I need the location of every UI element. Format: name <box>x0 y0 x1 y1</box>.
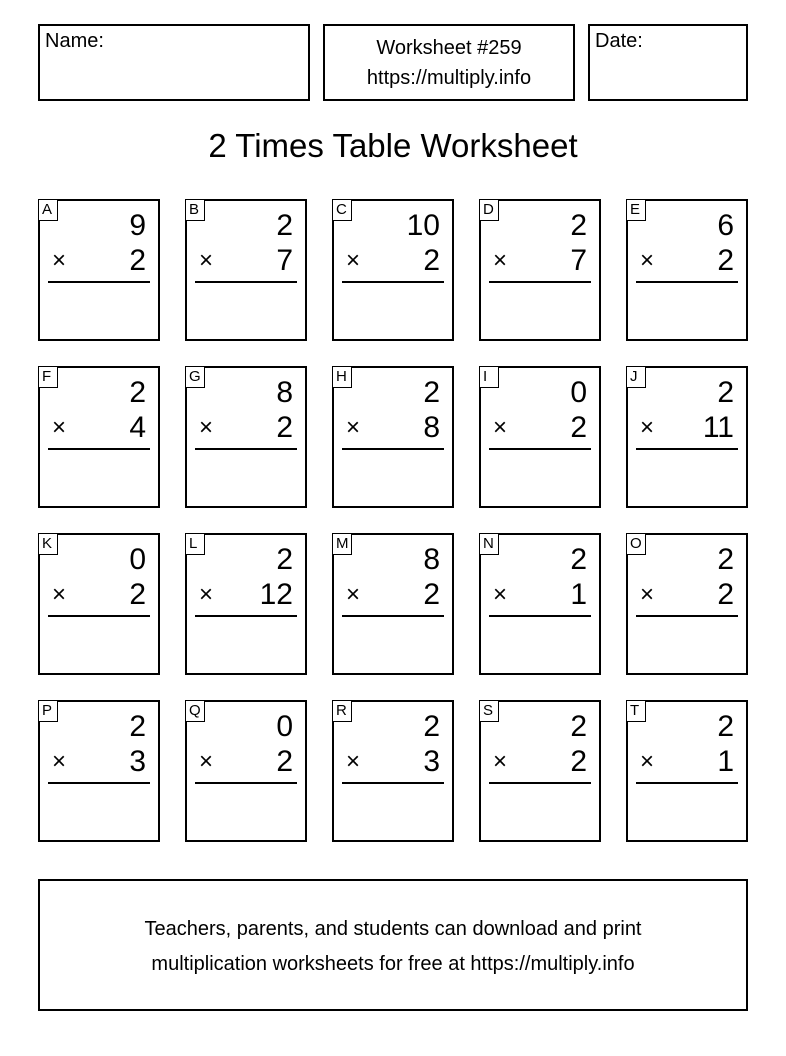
problem-top-number: 8 <box>276 376 293 409</box>
answer-line <box>636 615 738 617</box>
times-icon: × <box>199 748 214 775</box>
footer-line-2: multiplication worksheets for free at https://multiply.info <box>151 953 635 975</box>
times-icon: × <box>493 581 508 608</box>
problem-top-number: 2 <box>276 209 293 242</box>
times-icon: × <box>52 247 67 274</box>
problem-top-number: 2 <box>570 543 587 576</box>
times-icon: × <box>199 581 214 608</box>
answer-line <box>489 448 591 450</box>
page-title: 2 Times Table Worksheet <box>208 127 578 164</box>
times-icon: × <box>493 748 508 775</box>
problem-card[interactable] <box>185 199 307 341</box>
problem-card[interactable] <box>332 199 454 341</box>
problem-bottom-number: 2 <box>423 244 440 277</box>
problem-bottom-number: 8 <box>423 411 440 444</box>
times-icon: × <box>346 414 361 441</box>
answer-line <box>342 281 444 283</box>
times-icon: × <box>346 748 361 775</box>
problem-letter: A <box>38 199 58 221</box>
problem-letter: Q <box>185 700 205 722</box>
problem-top-number: 8 <box>423 543 440 576</box>
problem-bottom-number: 12 <box>259 578 293 611</box>
problem-letter: G <box>185 366 205 388</box>
problem-letter: H <box>332 366 352 388</box>
problem-letter: P <box>38 700 58 722</box>
worksheet-url[interactable]: https://multiply.info <box>366 67 532 89</box>
problem-bottom-number: 11 <box>702 411 734 444</box>
name-field[interactable] <box>38 24 310 101</box>
date-field[interactable] <box>588 24 748 101</box>
problem-bottom-number: 3 <box>423 745 440 778</box>
problem-letter: R <box>332 700 352 722</box>
problem-bottom-number: 2 <box>423 578 440 611</box>
problem-top-number: 2 <box>276 543 293 576</box>
problem-card[interactable] <box>38 199 160 341</box>
problem-bottom-number: 1 <box>717 745 734 778</box>
problem-bottom-number: 2 <box>129 578 146 611</box>
times-icon: × <box>346 247 361 274</box>
problem-top-number: 2 <box>423 376 440 409</box>
answer-line <box>195 782 297 784</box>
problem-letter: O <box>626 533 646 555</box>
problem-bottom-number: 7 <box>276 244 293 277</box>
name-label: Name: <box>45 30 104 52</box>
answer-line <box>489 281 591 283</box>
answer-line <box>195 448 297 450</box>
times-icon: × <box>346 581 361 608</box>
problem-card[interactable] <box>626 700 748 842</box>
problem-letter: F <box>38 366 58 388</box>
problem-top-number: 2 <box>717 543 734 576</box>
answer-line <box>48 448 150 450</box>
problem-top-number: 2 <box>717 376 734 409</box>
problem-bottom-number: 2 <box>717 578 734 611</box>
problem-card[interactable] <box>38 700 160 842</box>
worksheet-number: Worksheet #259 <box>376 37 522 59</box>
problem-card[interactable] <box>626 533 748 675</box>
answer-line <box>48 782 150 784</box>
answer-line <box>636 448 738 450</box>
answer-line <box>48 281 150 283</box>
times-icon: × <box>199 414 214 441</box>
problem-bottom-number: 2 <box>717 244 734 277</box>
problem-top-number: 0 <box>276 710 293 743</box>
problem-card[interactable] <box>626 199 748 341</box>
problem-top-number: 2 <box>570 209 587 242</box>
times-icon: × <box>640 414 655 441</box>
answer-line <box>342 615 444 617</box>
date-label: Date: <box>595 30 643 52</box>
problem-bottom-number: 1 <box>570 578 587 611</box>
problem-card[interactable] <box>479 533 601 675</box>
problem-top-number: 9 <box>129 209 146 242</box>
problem-letter: K <box>38 533 58 555</box>
answer-line <box>48 615 150 617</box>
problem-card[interactable] <box>185 533 307 675</box>
problem-letter: S <box>479 700 499 722</box>
times-icon: × <box>493 247 508 274</box>
problem-card[interactable] <box>332 700 454 842</box>
problem-letter: J <box>626 366 646 388</box>
problem-bottom-number: 3 <box>129 745 146 778</box>
answer-line <box>636 782 738 784</box>
problem-bottom-number: 2 <box>129 244 146 277</box>
footer-box <box>38 879 748 1011</box>
times-icon: × <box>493 414 508 441</box>
times-icon: × <box>640 581 655 608</box>
times-icon: × <box>52 581 67 608</box>
problem-card[interactable] <box>185 700 307 842</box>
problem-bottom-number: 2 <box>276 745 293 778</box>
footer-line-1: Teachers, parents, and students can download and print <box>144 918 642 940</box>
times-icon: × <box>199 247 214 274</box>
problem-letter: B <box>185 199 205 221</box>
times-icon: × <box>640 247 655 274</box>
problem-top-number: 2 <box>570 710 587 743</box>
answer-line <box>342 448 444 450</box>
answer-line <box>195 281 297 283</box>
problem-top-number: 10 <box>406 209 440 242</box>
problem-top-number: 2 <box>717 710 734 743</box>
problem-top-number: 0 <box>570 376 587 409</box>
answer-line <box>489 782 591 784</box>
problem-card[interactable] <box>479 700 601 842</box>
problem-top-number: 2 <box>129 710 146 743</box>
problem-card[interactable] <box>38 533 160 675</box>
problem-letter: D <box>479 199 499 221</box>
answer-line <box>636 281 738 283</box>
problem-card[interactable] <box>332 366 454 508</box>
problem-letter: E <box>626 199 646 221</box>
answer-line <box>489 615 591 617</box>
problem-letter: I <box>479 366 499 388</box>
problem-card[interactable] <box>38 366 160 508</box>
problem-letter: L <box>185 533 205 555</box>
problem-card[interactable] <box>626 366 748 508</box>
problem-card[interactable] <box>479 366 601 508</box>
problem-letter: N <box>479 533 499 555</box>
problem-letter: C <box>332 199 352 221</box>
problem-bottom-number: 2 <box>570 411 587 444</box>
problem-letter: T <box>626 700 646 722</box>
problem-card[interactable] <box>479 199 601 341</box>
problem-letter: M <box>332 533 352 555</box>
times-icon: × <box>52 748 67 775</box>
problem-top-number: 0 <box>129 543 146 576</box>
times-icon: × <box>640 748 655 775</box>
answer-line <box>342 782 444 784</box>
problem-card[interactable] <box>185 366 307 508</box>
problem-top-number: 2 <box>423 710 440 743</box>
problem-bottom-number: 2 <box>570 745 587 778</box>
problem-top-number: 6 <box>717 209 734 242</box>
problem-bottom-number: 2 <box>276 411 293 444</box>
problem-top-number: 2 <box>129 376 146 409</box>
problem-card[interactable] <box>332 533 454 675</box>
problem-bottom-number: 4 <box>129 411 146 444</box>
answer-line <box>195 615 297 617</box>
problem-bottom-number: 7 <box>570 244 587 277</box>
worksheet-info-box <box>323 24 575 101</box>
times-icon: × <box>52 414 67 441</box>
